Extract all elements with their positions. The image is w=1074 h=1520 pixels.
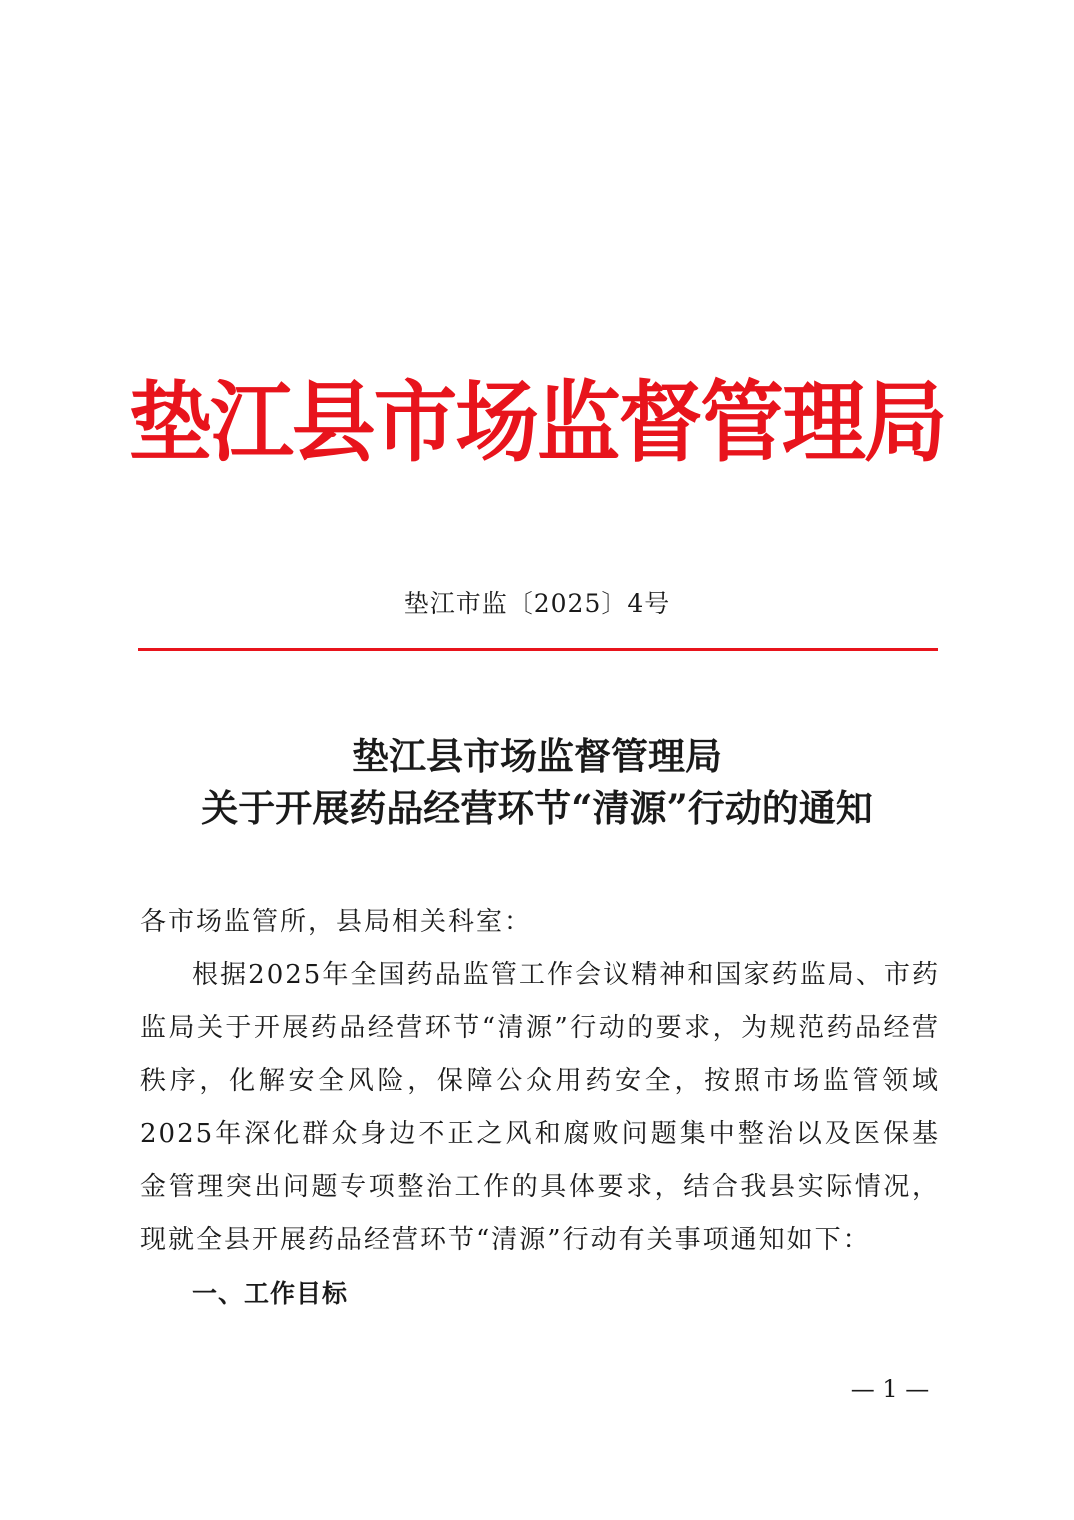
body-paragraph-1: 根据2025年全国药品监管工作会议精神和国家药监局、市药监局关于开展药品经营环节“清源”行动的要求，为规范药品经营秩序，化解安全风险，保障公众用药安全，按照市场监管领域2025年深化群众身边不正之风和腐败问题集中整治以及医保基金管理突出问题专项整治工作的具体要求，结合我县实际情况，现就全县开展药品经营环节“清源”行动有关事项通知如下： — [140, 960, 940, 1255]
document-title — [0, 730, 1074, 834]
document-body — [140, 896, 940, 1320]
page-number: — 1 — — [850, 1375, 930, 1403]
agency-red-header: 垫江县市场监督管理局 — [128, 371, 946, 474]
salutation: 各市场监管所，县局相关科室： — [140, 907, 533, 937]
title-line-1: 垫江县市场监督管理局 — [352, 734, 722, 778]
document-number: 垫江市监〔2025〕4号 — [403, 589, 671, 618]
red-divider-line — [138, 648, 938, 651]
section-heading-1: 一、工作目标 — [192, 1279, 349, 1308]
title-line-2: 关于开展药品经营环节“清源”行动的通知 — [201, 786, 873, 830]
